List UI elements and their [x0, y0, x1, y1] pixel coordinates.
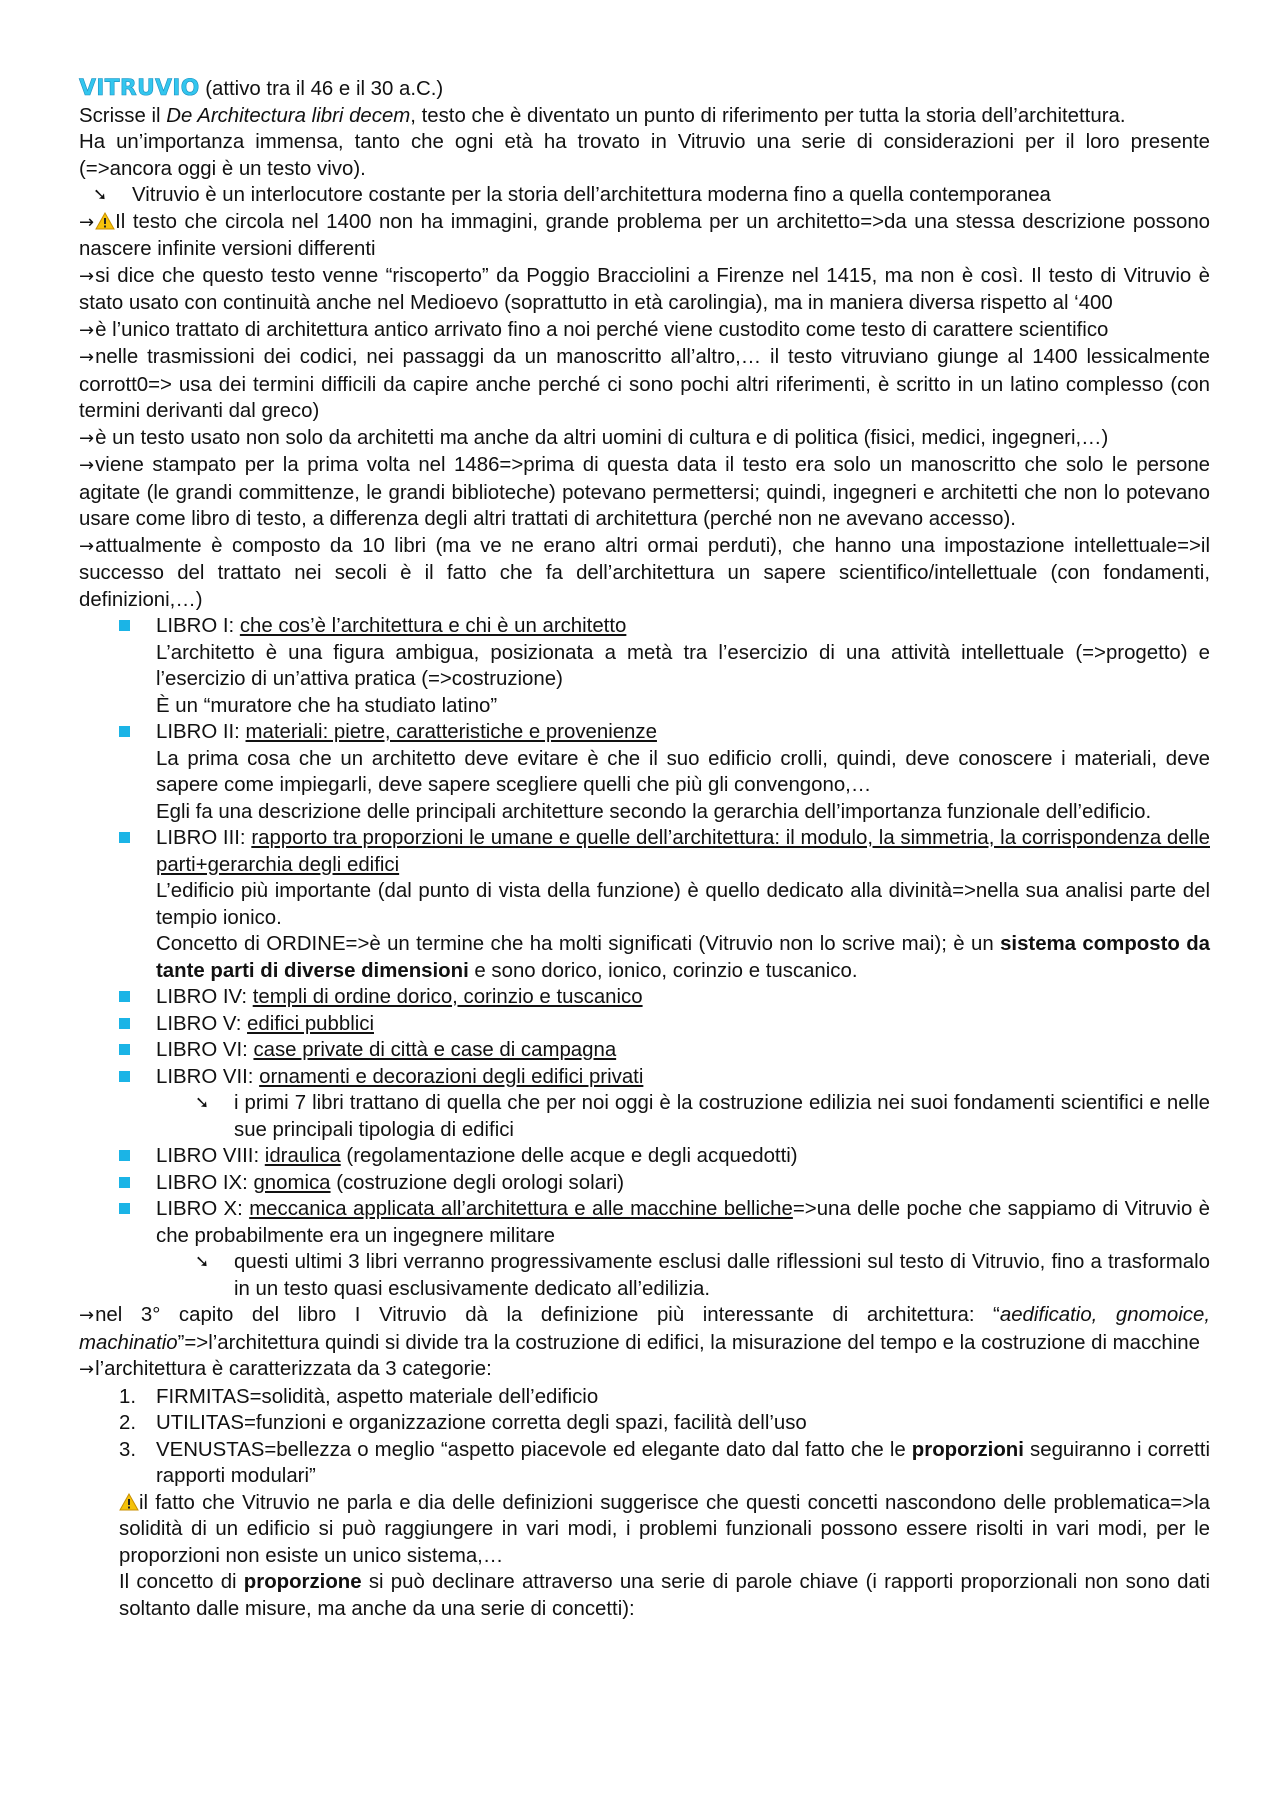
- book-topic: edifici pubblici: [247, 1012, 374, 1035]
- arrow-paragraph-7: →attualmente è composto da 10 libri (ma ve ne erano altri ormai perduti), che hanno una impostazione intellettuale=>il successo del trattato nei secoli è il fatto che fa dell’architettura un sapere scientifico/intellettuale (con fondamenti, definizioni,…): [79, 534, 1210, 611]
- book-item-6: LIBRO VI: case private di città e case di campagna: [79, 1037, 1210, 1064]
- intro-paragraph-2: Ha un’importanza immensa, tanto che ogni età ha trovato in Vitruvio una serie di considerazioni per il loro presente (=>ancora oggi è un testo vivo).: [79, 131, 1210, 180]
- square-bullet-icon: [119, 1150, 130, 1161]
- book-item-4: LIBRO IV: templi di ordine dorico, corinzio e tuscanico: [79, 984, 1210, 1011]
- category-item-1: 1. FIRMITAS=solidità, aspetto materiale dell’edificio: [119, 1385, 599, 1408]
- arrow-icon: →: [79, 319, 95, 341]
- category-item-2: 2. UTILITAS=funzioni e organizzazione corretta degli spazi, facilità dell’uso: [119, 1412, 807, 1434]
- arrow-paragraph-5: →è un testo usato non solo da architetti ma anche da altri uomini di cultura e di politica (fisici, medici, ingegneri,…): [79, 426, 1109, 449]
- square-bullet-icon: [119, 620, 130, 631]
- proportion-paragraph: Il concetto di proporzione si può declinare attraverso una serie di parole chiave (i rapporti proporzionali non sono dati soltanto dalle misure, ma anche da una serie di concetti):: [119, 1571, 1210, 1620]
- arrow-paragraph-3: →è l’unico trattato di architettura antico arrivato fino a noi perché viene custodito come testo di carattere scientifico: [79, 318, 1109, 341]
- book-topic: case private di città e case di campagna: [253, 1039, 617, 1061]
- book-item-2: LIBRO II: materiali: pietre, caratteristiche e provenienze La prima cosa che un architetto deve evitare è che il suo edificio crolli, quindi, deve conoscere i materiali, deve sapere come impiegarli, deve sapere scegliere quelli che più gli convengono,… Egli fa una descrizione delle principali architetture secondo la gerarchia dell’importanza funzionale dell’edificio.: [79, 719, 1210, 825]
- book-topic: materiali: pietre, caratteristiche e provenienze: [245, 721, 657, 743]
- square-bullet-icon: [119, 726, 130, 737]
- warning-paragraph: il fatto che Vitruvio ne parla e dia delle definizioni suggerisce che questi concetti nascondono delle problematica=>la solidità di un edificio si può raggiungere in vari modi, i problemi funzionali possono essere risolti in vari modi, per le proporzioni non esiste un unico sistema,…: [119, 1491, 1210, 1567]
- book-10-sub-point: ➘ questi ultimi 3 libri verranno progressivamente esclusi dalle riflessioni sul testo di Vitruvio, fino a trasformalo in un testo quasi esclusivamente dedicato all’edilizia.: [195, 1251, 1210, 1300]
- sub-arrow-icon: ➘: [93, 185, 108, 205]
- book-topic: ornamenti e decorazioni degli edifici privati: [259, 1065, 644, 1088]
- arrow-paragraph-4: →nelle trasmissioni dei codici, nei passaggi da un manoscritto all’altro,… il testo vitruviano giunge al 1400 lessicalmente corrott0=> usa dei termini difficili da capire anche perché ci sono pochi altri riferimenti, è scritto in un latino complesso (con termini derivanti dal greco): [79, 346, 1210, 422]
- document-title: VITRUVIO: [79, 76, 200, 101]
- arrow-paragraph-1: → Il testo che circola nel 1400 non ha immagini, grande problema per un architetto=>da una stessa descrizione possono nascere infinite versioni differenti: [79, 210, 1210, 260]
- square-bullet-icon: [119, 1044, 130, 1055]
- document-page: [79, 76, 1210, 1622]
- book-title-italic: De Architectura libri decem: [166, 104, 411, 127]
- intro-sub-point: ➘ Vitruvio è un interlocutore costante per la storia dell’architettura moderna fino a quella contemporanea: [79, 182, 1210, 209]
- book-topic: templi di ordine dorico, corinzio e tuscanico: [252, 986, 643, 1008]
- book-topic: rapporto tra proporzioni le umane e quelle dell’architettura: il modulo, la simmetria, la corrispondenza delle parti+gerarchia degli edifici: [156, 827, 1210, 876]
- heading: [79, 76, 1210, 103]
- intro-paragraph-1: Scrisse il De Architectura libri decem, testo che è diventato un punto di riferimento per tutta la storia dell’architettura.: [79, 104, 1126, 127]
- book-topic: che cos’è l’architettura e chi è un architetto: [239, 615, 627, 637]
- book-topic: meccanica applicata all’architettura e alle macchine belliche: [249, 1198, 793, 1220]
- book-item-7: LIBRO VII: ornamenti e decorazioni degli edifici privati: [79, 1064, 1210, 1091]
- square-bullet-icon: [119, 1071, 130, 1082]
- book-item-8: LIBRO VIII: idraulica (regolamentazione delle acque e degli acquedotti): [79, 1143, 1210, 1170]
- closing-paragraph-2: →l’architettura è caratterizzata da 3 categorie:: [79, 1358, 492, 1380]
- square-bullet-icon: [119, 1177, 130, 1188]
- arrow-icon: →: [79, 427, 95, 449]
- square-bullet-icon: [119, 1203, 130, 1214]
- sub-arrow-icon: ➘: [195, 1252, 210, 1272]
- warning-icon: [119, 1493, 139, 1511]
- book-item-5: LIBRO V: edifici pubblici: [79, 1011, 1210, 1038]
- arrow-icon: →: [79, 1305, 95, 1326]
- book-7-sub-point: ➘ i primi 7 libri trattano di quella che per noi oggi è la costruzione edilizia nei suoi fondamenti scientifici e nelle sue principali tipologia di edifici: [195, 1092, 1210, 1141]
- arrow-icon: →: [79, 1359, 95, 1380]
- book-item-1: LIBRO I: che cos’è l’architettura e chi è un architetto L’architetto è una figura ambigua, posizionata a metà tra l’esercizio di una attività intellettuale (=>progetto) e l’esercizio di un’attiva pratica (=>costruzione) È un “muratore che ha studiato latino”: [79, 613, 1210, 719]
- sub-arrow-icon: ➘: [195, 1093, 210, 1113]
- book-topic: idraulica: [264, 1145, 341, 1167]
- square-bullet-icon: [119, 1018, 130, 1029]
- arrow-icon: →: [79, 211, 95, 233]
- arrow-icon: →: [79, 535, 95, 557]
- arrow-paragraph-6: →viene stampato per la prima volta nel 1486=>prima di questa data il testo era solo un manoscritto che solo le persone agitate (le grandi committenze, le grandi biblioteche) potevano permettersi; quindi, ingegneri e architetti che non lo potevano usare come libro di testo, a differenza degli altri trattati di architettura (perché non ne avevano accesso).: [79, 454, 1210, 530]
- arrow-icon: →: [79, 347, 95, 368]
- category-item-3: 3. VENUSTAS=bellezza o meglio “aspetto piacevole ed elegante dato dal fatto che le proporzioni seguiranno i corretti rapporti modulari”: [119, 1438, 1210, 1487]
- arrow-icon: →: [79, 455, 95, 476]
- document-subtitle: (attivo tra il 46 e il 30 a.C.): [199, 78, 444, 100]
- arrow-paragraph-2: →si dice che questo testo venne “riscoperto” da Poggio Bracciolini a Firenze nel 1415, ma non è così. Il testo di Vitruvio è stato usato con continuità anche nel Medioevo (soprattutto in età carolingia), ma in maniera diversa rispetto al ‘400: [79, 264, 1210, 314]
- warning-icon: [95, 212, 115, 230]
- book-topic: gnomica: [253, 1171, 331, 1194]
- book-item-10: LIBRO X: meccanica applicata all’architettura e alle macchine belliche=>una delle poche che sappiamo di Vitruvio è che probabilmente era un ingegnere militare: [79, 1196, 1210, 1249]
- square-bullet-icon: [119, 991, 130, 1002]
- square-bullet-icon: [119, 832, 130, 843]
- closing-paragraph-1: →nel 3° capito del libro I Vitruvio dà la definizione più interessante di architettura: “aedificatio, gnomoice, machinatio”=>l’architettura quindi si divide tra la costruzione di edifici, la misurazione del tempo e la costruzione di macchine: [79, 1304, 1210, 1354]
- book-item-3: LIBRO III: rapporto tra proporzioni le umane e quelle dell’architettura: il modulo, la simmetria, la corrispondenza delle parti+gerarchia degli edifici L’edificio più importante (dal punto di vista della funzione) è quello dedicato alla divinità=>nella sua analisi parte del tempio ionico. Concetto di ORDINE=>è un termine che ha molti significati (Vitruvio non lo scrive mai); è un sistema composto da tante parti di diverse dimensioni e sono dorico, ionico, corinzio e tuscanico.: [79, 825, 1210, 984]
- book-item-9: LIBRO IX: gnomica (costruzione degli orologi solari): [79, 1170, 1210, 1197]
- arrow-icon: →: [79, 265, 95, 287]
